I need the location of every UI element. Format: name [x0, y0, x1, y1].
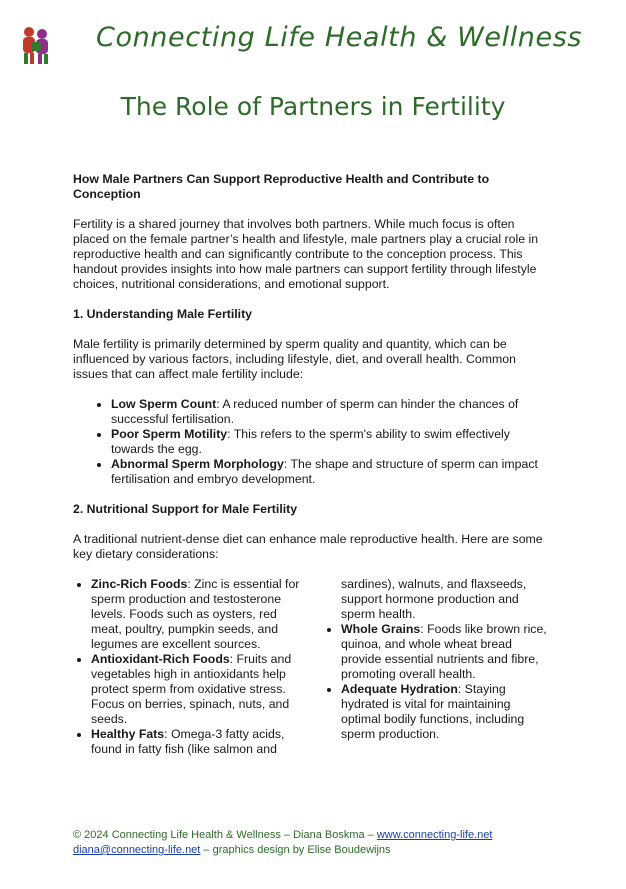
- email-link[interactable]: diana@connecting-life.net: [73, 844, 201, 856]
- list-item: • Healthy Fats: Omega-3 fatty acids, found in fatty fish (like salmon and: [91, 727, 303, 757]
- nutrition-left-column: [73, 577, 303, 757]
- nutrition-columns: [73, 577, 553, 757]
- logo-icon: [18, 24, 54, 66]
- document-body: [73, 172, 553, 757]
- section1-heading: 1. Understanding Male Fertility: [73, 307, 253, 321]
- website-link[interactable]: www.connecting-life.net: [376, 829, 493, 841]
- list-item: • Whole Grains: Foods like brown rice, quinoa, and whole wheat bread provide essential nutrients and fibre, promoting overall health.: [341, 622, 553, 682]
- subtitle: How Male Partners Can Support Reproductive Health and Contribute to Conception: [73, 172, 490, 201]
- nutrition-right-column: [323, 577, 553, 757]
- list-item: • Poor Sperm Motility: This refers to the sperm's ability to swim effectively towards the egg.: [111, 427, 553, 457]
- list-item: • Zinc-Rich Foods: Zinc is essential for sperm production and testosterone levels. Foods such as oysters, red meat, poultry, pumpkin seeds, and legumes are excellent sources.: [91, 577, 303, 652]
- list-item: • Abnormal Sperm Morphology: The shape and structure of sperm can impact fertilisation and embryo development.: [111, 457, 553, 487]
- section2-paragraph: A traditional nutrient-dense diet can enhance male reproductive health. Here are some key dietary considerations:: [73, 532, 543, 561]
- credit-text: – graphics design by Elise Boudewijns: [200, 844, 391, 856]
- male-fertility-issues-list: [73, 397, 553, 487]
- section1-paragraph: Male fertility is primarily determined by sperm quality and quantity, which can be influenced by various factors, including lifestyle, diet, and overall health. Common issues that can affect male fertility include:: [73, 337, 516, 381]
- section2-heading: 2. Nutritional Support for Male Fertility: [73, 502, 298, 516]
- intro-paragraph: Fertility is a shared journey that involves both partners. While much focus is often placed on the female partner’s health and lifestyle, male partners play a crucial role in reproductive health and can significantly contribute to the conception process. This handout provides insights into how male partners can support fertility through lifestyle choices, nutritional considerations, and emotional support.: [73, 217, 539, 291]
- document-title: The Role of Partners in Fertility: [120, 92, 506, 121]
- list-item: • Low Sperm Count: A reduced number of sperm can hinder the chances of successful fertilisation.: [111, 397, 553, 427]
- footer-line-2: [73, 843, 553, 858]
- footer-line-1: [73, 828, 553, 843]
- list-item: • Adequate Hydration: Staying hydrated is vital for maintaining optimal bodily functions, including sperm production.: [341, 682, 553, 742]
- list-item: • Antioxidant-Rich Foods: Fruits and vegetables high in antioxidants help protect sperm from oxidative stress. Focus on berries, spinach, nuts, and seeds.: [91, 652, 303, 727]
- footer: [73, 828, 553, 858]
- brand-name: Connecting Life Health & Wellness: [96, 22, 583, 53]
- copyright-text: © 2024 Connecting Life Health & Wellness – Diana Boskma –: [73, 829, 377, 841]
- list-item-continuation: sardines), walnuts, and flaxseeds, support hormone production and sperm health.: [341, 577, 527, 621]
